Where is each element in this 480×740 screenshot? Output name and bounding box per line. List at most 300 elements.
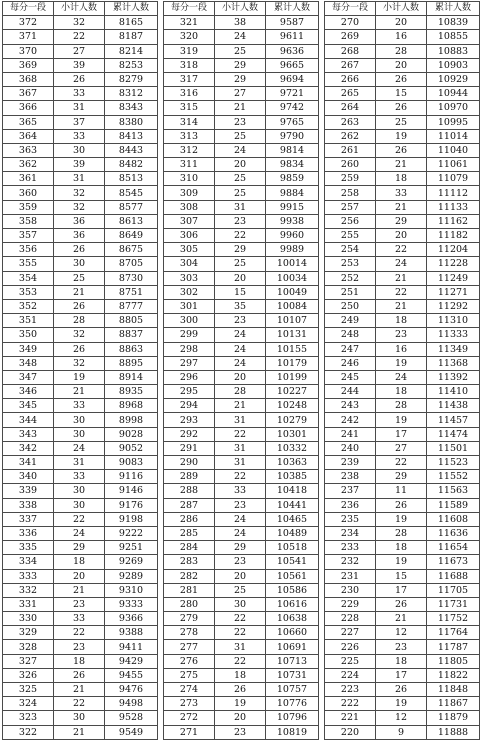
table-row (3, 470, 158, 484)
cumulative-cell: 11014 (427, 129, 480, 143)
table-row (325, 683, 480, 697)
cumulative-cell: 10131 (266, 328, 319, 342)
subtotal-cell: 33 (54, 129, 105, 143)
subtotal-cell: 25 (376, 115, 427, 129)
subtotal-cell: 18 (54, 654, 105, 668)
subtotal-cell: 30 (215, 597, 266, 611)
subtotal-cell: 19 (376, 512, 427, 526)
score-cell: 273 (164, 697, 215, 711)
cumulative-cell: 10441 (266, 498, 319, 512)
subtotal-cell: 11 (376, 484, 427, 498)
cumulative-cell: 10903 (427, 58, 480, 72)
table-row (3, 654, 158, 668)
score-cell: 261 (325, 143, 376, 157)
cumulative-cell: 11705 (427, 583, 480, 597)
table-row (164, 654, 319, 668)
subtotal-cell: 23 (215, 214, 266, 228)
cumulative-cell: 8613 (105, 214, 158, 228)
cumulative-cell: 11787 (427, 640, 480, 654)
score-cell: 370 (3, 44, 54, 58)
cumulative-cell: 9333 (105, 597, 158, 611)
subtotal-cell: 19 (376, 356, 427, 370)
score-cell: 330 (3, 612, 54, 626)
header-cumulative: 累计人数 (266, 2, 319, 16)
cumulative-cell: 11654 (427, 541, 480, 555)
subtotal-cell: 20 (215, 711, 266, 725)
score-cell: 355 (3, 257, 54, 271)
table-row (3, 143, 158, 157)
subtotal-cell: 20 (376, 229, 427, 243)
subtotal-cell: 17 (376, 427, 427, 441)
score-cell: 333 (3, 569, 54, 583)
cumulative-cell: 11249 (427, 271, 480, 285)
cumulative-cell: 10084 (266, 299, 319, 313)
table-row (164, 711, 319, 725)
score-cell: 323 (3, 711, 54, 725)
subtotal-cell: 22 (376, 456, 427, 470)
table-row (3, 58, 158, 72)
cumulative-cell: 11333 (427, 328, 480, 342)
table-row (3, 342, 158, 356)
subtotal-cell: 24 (215, 356, 266, 370)
subtotal-cell: 30 (54, 257, 105, 271)
table-row (164, 87, 319, 101)
table-row (3, 512, 158, 526)
cumulative-cell: 11392 (427, 370, 480, 384)
cumulative-cell: 11162 (427, 214, 480, 228)
subtotal-cell: 29 (215, 58, 266, 72)
cumulative-cell: 9694 (266, 72, 319, 86)
score-cell: 286 (164, 512, 215, 526)
table-row (3, 172, 158, 186)
score-cell: 347 (3, 370, 54, 384)
cumulative-cell: 11457 (427, 413, 480, 427)
cumulative-cell: 8935 (105, 385, 158, 399)
subtotal-cell: 22 (54, 512, 105, 526)
score-cell: 275 (164, 668, 215, 682)
subtotal-cell: 32 (54, 186, 105, 200)
cumulative-cell: 10883 (427, 44, 480, 58)
score-cell: 358 (3, 214, 54, 228)
score-cell: 248 (325, 328, 376, 342)
subtotal-cell: 31 (54, 101, 105, 115)
table-row (3, 399, 158, 413)
score-cell: 290 (164, 456, 215, 470)
table-row (3, 683, 158, 697)
subtotal-cell: 21 (376, 271, 427, 285)
subtotal-cell: 24 (215, 342, 266, 356)
score-cell: 352 (3, 299, 54, 313)
subtotal-cell: 36 (54, 214, 105, 228)
score-cell: 326 (3, 668, 54, 682)
score-cell: 372 (3, 16, 54, 30)
score-cell: 296 (164, 370, 215, 384)
subtotal-cell: 29 (54, 541, 105, 555)
score-cell: 263 (325, 115, 376, 129)
cumulative-cell: 9366 (105, 612, 158, 626)
cumulative-cell: 9476 (105, 683, 158, 697)
subtotal-cell: 17 (376, 668, 427, 682)
score-cell: 271 (164, 725, 215, 739)
table-row (3, 87, 158, 101)
table-row (325, 725, 480, 739)
cumulative-cell: 11182 (427, 229, 480, 243)
subtotal-cell: 24 (376, 257, 427, 271)
subtotal-cell: 22 (215, 626, 266, 640)
table-row (325, 526, 480, 540)
cumulative-cell: 10227 (266, 385, 319, 399)
header-score: 每分一段 (3, 2, 54, 16)
table-row (325, 441, 480, 455)
table-row (325, 370, 480, 384)
table-row (164, 597, 319, 611)
cumulative-cell: 10819 (266, 725, 319, 739)
table-row (164, 229, 319, 243)
score-cell: 305 (164, 243, 215, 257)
table-row (325, 87, 480, 101)
score-cell: 241 (325, 427, 376, 441)
table-row (164, 30, 319, 44)
header-row (325, 2, 480, 16)
table-row (3, 413, 158, 427)
table-row (164, 583, 319, 597)
score-cell: 314 (164, 115, 215, 129)
score-cell: 236 (325, 498, 376, 512)
score-cell: 328 (3, 640, 54, 654)
score-cell: 240 (325, 441, 376, 455)
subtotal-cell: 19 (376, 697, 427, 711)
score-cell: 272 (164, 711, 215, 725)
subtotal-cell: 23 (376, 328, 427, 342)
subtotal-cell: 21 (376, 612, 427, 626)
cumulative-cell: 10944 (427, 87, 480, 101)
table-row (3, 456, 158, 470)
cumulative-cell: 11112 (427, 186, 480, 200)
table-row (164, 186, 319, 200)
subtotal-cell: 16 (376, 342, 427, 356)
cumulative-cell: 8998 (105, 413, 158, 427)
subtotal-cell: 20 (376, 16, 427, 30)
score-cell: 262 (325, 129, 376, 143)
cumulative-cell: 10713 (266, 654, 319, 668)
subtotal-cell: 26 (215, 683, 266, 697)
score-cell: 231 (325, 569, 376, 583)
subtotal-cell: 24 (54, 526, 105, 540)
table-row (164, 243, 319, 257)
cumulative-cell: 10489 (266, 526, 319, 540)
score-cell: 225 (325, 654, 376, 668)
score-cell: 238 (325, 470, 376, 484)
cumulative-cell: 11636 (427, 526, 480, 540)
score-cell: 269 (325, 30, 376, 44)
score-cell: 265 (325, 87, 376, 101)
score-cell: 362 (3, 158, 54, 172)
score-cell: 368 (3, 72, 54, 86)
cumulative-cell: 8805 (105, 314, 158, 328)
subtotal-cell: 21 (215, 399, 266, 413)
table-row (3, 129, 158, 143)
table-row (325, 214, 480, 228)
cumulative-cell: 10279 (266, 413, 319, 427)
cumulative-cell: 9146 (105, 484, 158, 498)
table-row (164, 441, 319, 455)
score-cell: 316 (164, 87, 215, 101)
subtotal-cell: 23 (54, 597, 105, 611)
score-cell: 371 (3, 30, 54, 44)
cumulative-cell: 9269 (105, 555, 158, 569)
score-cell: 229 (325, 597, 376, 611)
cumulative-cell: 9790 (266, 129, 319, 143)
table-row (164, 526, 319, 540)
table-row (164, 158, 319, 172)
cumulative-cell: 10518 (266, 541, 319, 555)
score-cell: 283 (164, 555, 215, 569)
score-cell: 353 (3, 285, 54, 299)
table-row (3, 668, 158, 682)
table-row (164, 200, 319, 214)
table-row (325, 640, 480, 654)
cumulative-cell: 9455 (105, 668, 158, 682)
cumulative-cell: 8279 (105, 72, 158, 86)
table-row (164, 626, 319, 640)
table-row (325, 597, 480, 611)
cumulative-cell: 8649 (105, 229, 158, 243)
score-cell: 282 (164, 569, 215, 583)
score-cell: 254 (325, 243, 376, 257)
table-row (3, 626, 158, 640)
score-cell: 245 (325, 370, 376, 384)
table-row (3, 186, 158, 200)
score-cell: 249 (325, 314, 376, 328)
subtotal-cell: 37 (54, 115, 105, 129)
table-row (3, 498, 158, 512)
subtotal-cell: 23 (215, 314, 266, 328)
subtotal-cell: 31 (54, 456, 105, 470)
subtotal-cell: 21 (54, 725, 105, 739)
subtotal-cell: 9 (376, 725, 427, 739)
score-cell: 242 (325, 413, 376, 427)
cumulative-cell: 8187 (105, 30, 158, 44)
score-cell: 247 (325, 342, 376, 356)
score-cell: 357 (3, 229, 54, 243)
cumulative-cell: 8895 (105, 356, 158, 370)
table-row (325, 229, 480, 243)
cumulative-cell: 11204 (427, 243, 480, 257)
score-cell: 250 (325, 299, 376, 313)
score-cell: 317 (164, 72, 215, 86)
score-cell: 354 (3, 271, 54, 285)
table-row (3, 612, 158, 626)
subtotal-cell: 21 (54, 285, 105, 299)
cumulative-cell: 9116 (105, 470, 158, 484)
table-row (325, 30, 480, 44)
score-cell: 320 (164, 30, 215, 44)
subtotal-cell: 15 (215, 285, 266, 299)
cumulative-cell: 9411 (105, 640, 158, 654)
cumulative-cell: 10248 (266, 399, 319, 413)
cumulative-cell: 8214 (105, 44, 158, 58)
table-row (325, 654, 480, 668)
cumulative-cell: 11271 (427, 285, 480, 299)
cumulative-cell: 9310 (105, 583, 158, 597)
score-cell: 339 (3, 484, 54, 498)
score-cell: 298 (164, 342, 215, 356)
cumulative-cell: 11040 (427, 143, 480, 157)
subtotal-cell: 31 (215, 456, 266, 470)
table-row (3, 583, 158, 597)
cumulative-cell: 9429 (105, 654, 158, 668)
subtotal-cell: 31 (215, 413, 266, 427)
subtotal-cell: 29 (215, 72, 266, 86)
cumulative-cell: 10385 (266, 470, 319, 484)
score-cell: 308 (164, 200, 215, 214)
subtotal-cell: 26 (54, 668, 105, 682)
cumulative-cell: 9859 (266, 172, 319, 186)
table-row (325, 456, 480, 470)
subtotal-cell: 19 (376, 413, 427, 427)
subtotal-cell: 28 (376, 526, 427, 540)
table-row (164, 314, 319, 328)
score-cell: 294 (164, 399, 215, 413)
table-body (325, 16, 480, 740)
subtotal-cell: 25 (215, 44, 266, 58)
cumulative-cell: 8577 (105, 200, 158, 214)
cumulative-cell: 11410 (427, 385, 480, 399)
table-row (3, 257, 158, 271)
cumulative-cell: 8730 (105, 271, 158, 285)
subtotal-cell: 26 (376, 597, 427, 611)
table-row (3, 101, 158, 115)
table-row (3, 541, 158, 555)
cumulative-cell: 11563 (427, 484, 480, 498)
cumulative-cell: 11474 (427, 427, 480, 441)
subtotal-cell: 28 (215, 385, 266, 399)
table-row (164, 725, 319, 739)
subtotal-cell: 22 (215, 427, 266, 441)
table-row (164, 72, 319, 86)
subtotal-cell: 25 (54, 271, 105, 285)
table-row (164, 569, 319, 583)
subtotal-cell: 20 (376, 58, 427, 72)
table-row (3, 314, 158, 328)
score-cell: 324 (3, 697, 54, 711)
subtotal-cell: 25 (215, 186, 266, 200)
score-cell: 318 (164, 58, 215, 72)
cumulative-cell: 9028 (105, 427, 158, 441)
score-cell: 221 (325, 711, 376, 725)
subtotal-cell: 22 (215, 470, 266, 484)
cumulative-cell: 8863 (105, 342, 158, 356)
score-cell: 302 (164, 285, 215, 299)
subtotal-cell: 27 (54, 44, 105, 58)
score-cell: 361 (3, 172, 54, 186)
score-cell: 267 (325, 58, 376, 72)
subtotal-cell: 30 (54, 143, 105, 157)
cumulative-cell: 11867 (427, 697, 480, 711)
table-row (3, 725, 158, 739)
subtotal-cell: 18 (54, 555, 105, 569)
cumulative-cell: 10731 (266, 668, 319, 682)
table-row (3, 30, 158, 44)
subtotal-cell: 15 (376, 87, 427, 101)
cumulative-cell: 10332 (266, 441, 319, 455)
subtotal-cell: 21 (376, 158, 427, 172)
table-row (325, 569, 480, 583)
cumulative-cell: 10796 (266, 711, 319, 725)
score-table-3 (324, 1, 480, 740)
score-cell: 232 (325, 555, 376, 569)
score-cell: 227 (325, 626, 376, 640)
cumulative-cell: 9814 (266, 143, 319, 157)
cumulative-cell: 8312 (105, 87, 158, 101)
subtotal-cell: 24 (215, 512, 266, 526)
score-cell: 255 (325, 229, 376, 243)
subtotal-cell: 24 (215, 328, 266, 342)
cumulative-cell: 9251 (105, 541, 158, 555)
table-row (3, 356, 158, 370)
table-row (164, 612, 319, 626)
table-row (325, 413, 480, 427)
subtotal-cell: 17 (376, 583, 427, 597)
subtotal-cell: 22 (54, 626, 105, 640)
score-cell: 280 (164, 597, 215, 611)
subtotal-cell: 29 (376, 214, 427, 228)
score-cell: 315 (164, 101, 215, 115)
table-row (325, 356, 480, 370)
subtotal-cell: 33 (54, 87, 105, 101)
header-row (3, 2, 158, 16)
cumulative-cell: 11848 (427, 683, 480, 697)
table-row (164, 399, 319, 413)
table-row (164, 16, 319, 30)
table-row (164, 44, 319, 58)
score-cell: 344 (3, 413, 54, 427)
score-cell: 268 (325, 44, 376, 58)
table-row (325, 257, 480, 271)
subtotal-cell: 18 (376, 654, 427, 668)
subtotal-cell: 25 (215, 172, 266, 186)
subtotal-cell: 22 (54, 30, 105, 44)
subtotal-cell: 32 (54, 328, 105, 342)
score-cell: 299 (164, 328, 215, 342)
cumulative-cell: 10418 (266, 484, 319, 498)
score-cell: 246 (325, 356, 376, 370)
cumulative-cell: 11292 (427, 299, 480, 313)
cumulative-cell: 9222 (105, 526, 158, 540)
cumulative-cell: 8968 (105, 399, 158, 413)
score-cell: 365 (3, 115, 54, 129)
table-row (325, 243, 480, 257)
table-row (325, 158, 480, 172)
subtotal-cell: 18 (376, 172, 427, 186)
subtotal-cell: 20 (215, 271, 266, 285)
subtotal-cell: 33 (215, 484, 266, 498)
score-cell: 284 (164, 541, 215, 555)
subtotal-cell: 19 (376, 129, 427, 143)
cumulative-cell: 9528 (105, 711, 158, 725)
score-cell: 264 (325, 101, 376, 115)
score-cell: 359 (3, 200, 54, 214)
cumulative-cell: 10465 (266, 512, 319, 526)
score-cell: 367 (3, 87, 54, 101)
score-cell: 291 (164, 441, 215, 455)
table-row (3, 285, 158, 299)
cumulative-cell: 8837 (105, 328, 158, 342)
score-cell: 342 (3, 441, 54, 455)
subtotal-cell: 31 (54, 172, 105, 186)
subtotal-cell: 31 (215, 640, 266, 654)
table-row (325, 58, 480, 72)
